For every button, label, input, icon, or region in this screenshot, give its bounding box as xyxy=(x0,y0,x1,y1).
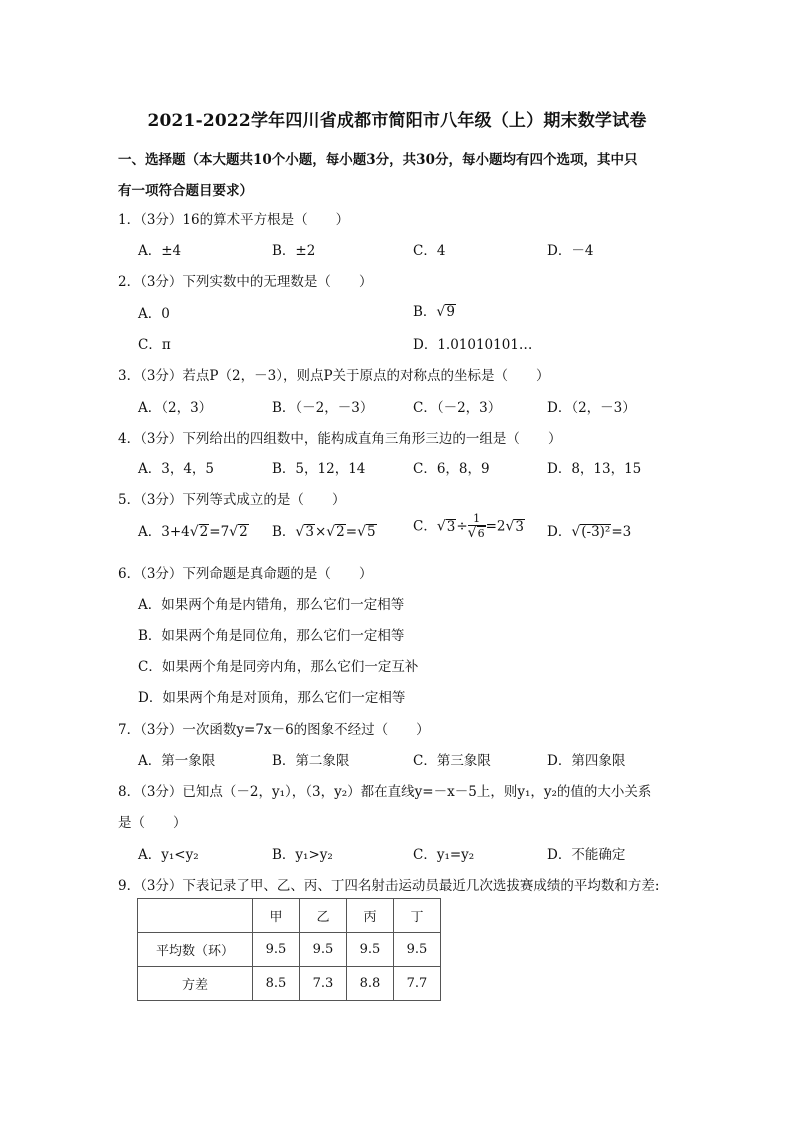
q3-option-c[interactable]: C．（－2，3） xyxy=(413,400,502,416)
q5-option-d[interactable]: D．√(-3)²=3 xyxy=(547,524,632,540)
q1-option-d[interactable]: D．－4 xyxy=(547,243,594,259)
q6-option-a[interactable]: A．如果两个角是内错角，那么它们一定相等 xyxy=(138,597,405,613)
question-3-stem: 3．（3分）若点P（2，－3），则点P关于原点的对称点的坐标是（ ） xyxy=(118,368,550,384)
q8-option-c[interactable]: C．y₁=y₂ xyxy=(413,847,475,863)
q8-option-a[interactable]: A．y₁<y₂ xyxy=(138,847,199,863)
q5-option-c[interactable]: C．√3÷ $\frac{1}{√6}$ =2√3 xyxy=(413,512,525,541)
q3-option-d[interactable]: D．（2，－3） xyxy=(547,400,636,416)
q7-option-d[interactable]: D．第四象限 xyxy=(547,753,626,769)
question-8-stem: 8．（3分）已知点（－2，y₁），（3，y₂）都在直线y=－x－5上，则y₁，y₂的值的大小关系 xyxy=(118,784,652,800)
question-7-stem: 7．（3分）一次函数y=7x－6的图象不经过（ ） xyxy=(118,722,430,738)
table-header-cell: 丙 xyxy=(347,899,394,933)
page-title: 2021-2022学年四川省成都市简阳市八年级（上）期末数学试卷 xyxy=(147,111,647,131)
table-cell: 8.5 xyxy=(253,967,300,1001)
q4-option-c[interactable]: C．6，8，9 xyxy=(413,461,490,477)
q8-option-b[interactable]: B．y₁>y₂ xyxy=(272,847,333,863)
question-4-stem: 4．（3分）下列给出的四组数中，能构成直角三角形三边的一组是（ ） xyxy=(118,431,562,447)
q3-option-b[interactable]: B．（－2，－3） xyxy=(272,400,374,416)
q1-option-a[interactable]: A．±4 xyxy=(138,243,182,259)
q1-option-c[interactable]: C．4 xyxy=(413,243,446,259)
q2-option-c[interactable]: C．π xyxy=(138,337,171,353)
table-cell: 9.5 xyxy=(253,933,300,967)
table-header-cell: 甲 xyxy=(253,899,300,933)
question-8-stem-cont: 是（ ） xyxy=(118,815,187,831)
table-cell: 7.3 xyxy=(300,967,347,1001)
q4-option-b[interactable]: B．5，12，14 xyxy=(272,461,366,477)
section-heading-line1: 一、选择题（本大题共10个小题，每小题3分，共30分，每小题均有四个选项，其中只 xyxy=(118,152,638,168)
q2-option-d[interactable]: D．1.01010101… xyxy=(413,337,533,353)
q7-option-a[interactable]: A．第一象限 xyxy=(138,753,216,769)
q7-option-c[interactable]: C．第三象限 xyxy=(413,753,491,769)
q8-option-d[interactable]: D．不能确定 xyxy=(547,847,626,863)
table-header-cell: 乙 xyxy=(300,899,347,933)
question-1-stem: 1．（3分）16的算术平方根是（ ） xyxy=(118,212,350,228)
q2-option-b[interactable]: B．√9 xyxy=(413,304,455,320)
table-cell: 8.8 xyxy=(347,967,394,1001)
table-cell: 方差 xyxy=(138,967,253,1001)
q2-option-a[interactable]: A．0 xyxy=(138,306,170,322)
q4-option-d[interactable]: D．8，13，15 xyxy=(547,461,642,477)
q5-option-a[interactable]: A．3+4√2=7√2 xyxy=(138,524,248,540)
scores-table xyxy=(137,898,441,1001)
q7-option-b[interactable]: B．第二象限 xyxy=(272,753,350,769)
question-5-stem: 5．（3分）下列等式成立的是（ ） xyxy=(118,492,346,508)
question-2-stem: 2．（3分）下列实数中的无理数是（ ） xyxy=(118,274,373,290)
table-cell: 9.5 xyxy=(394,933,441,967)
table-header-cell xyxy=(138,899,253,933)
q6-option-b[interactable]: B．如果两个角是同位角，那么它们一定相等 xyxy=(138,628,405,644)
question-9-stem: 9．（3分）下表记录了甲、乙、丙、丁四名射击运动员最近几次选拔赛成绩的平均数和方差: xyxy=(118,878,660,894)
question-6-stem: 6．（3分）下列命题是真命题的是（ ） xyxy=(118,566,373,582)
q3-option-a[interactable]: A．（2，3） xyxy=(138,400,213,416)
table-header-row xyxy=(138,899,441,933)
q5-option-b[interactable]: B．√3×√2=√5 xyxy=(272,524,376,540)
q4-option-a[interactable]: A．3，4，5 xyxy=(138,461,215,477)
q1-option-b[interactable]: B．±2 xyxy=(272,243,316,259)
table-cell: 9.5 xyxy=(300,933,347,967)
table-row xyxy=(138,933,441,967)
table-header-cell: 丁 xyxy=(394,899,441,933)
q6-option-d[interactable]: D．如果两个角是对顶角，那么它们一定相等 xyxy=(138,690,406,706)
table-row xyxy=(138,967,441,1001)
q6-option-c[interactable]: C．如果两个角是同旁内角，那么它们一定互补 xyxy=(138,659,419,675)
table-cell: 7.7 xyxy=(394,967,441,1001)
section-heading-line2: 有一项符合题目要求） xyxy=(118,183,253,199)
table-cell: 平均数（环） xyxy=(138,933,253,967)
table-cell: 9.5 xyxy=(347,933,394,967)
